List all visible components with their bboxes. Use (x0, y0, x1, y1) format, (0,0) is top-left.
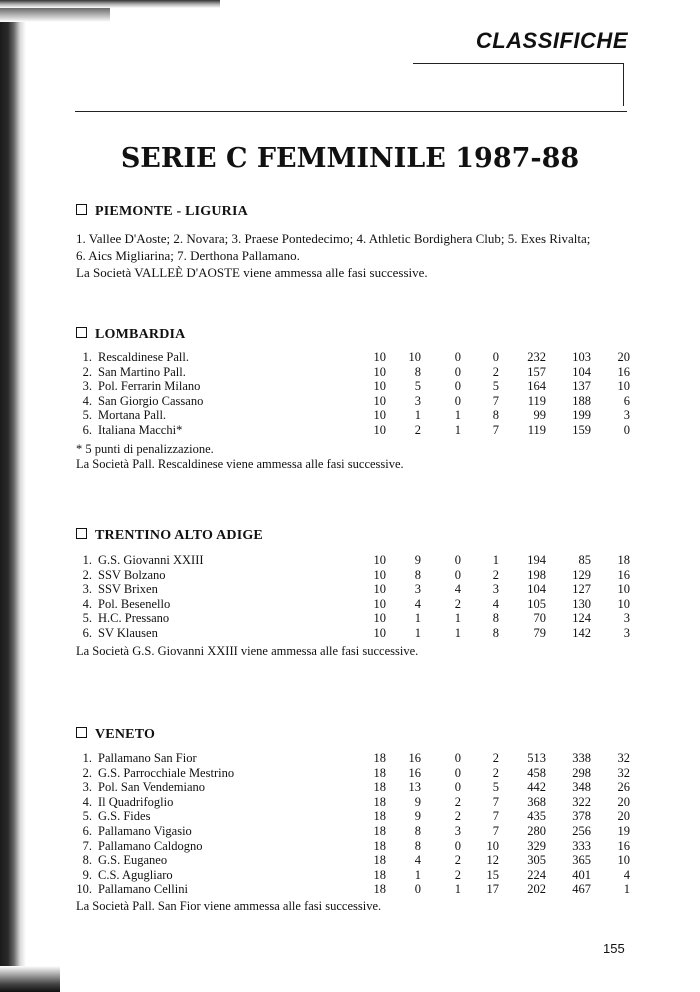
cell-goals-for: 513 (527, 751, 546, 765)
cell-goals-against: 127 (572, 582, 591, 597)
region-name: PIEMONTE - LIGURIA (95, 204, 248, 219)
cell-goals-for: 329 (527, 838, 546, 853)
cell-losses: 2 (492, 751, 499, 765)
cell-losses: 7 (492, 823, 499, 838)
cell-draws: 2 (454, 867, 461, 882)
table-row (76, 597, 636, 612)
table-row (76, 394, 636, 409)
cell-draws: 1 (454, 611, 461, 626)
cell-goals-for: 164 (527, 379, 546, 394)
cell-team-name: SSV Bolzano (98, 567, 166, 582)
cell-wins: 8 (414, 567, 421, 582)
cell-points: 10 (617, 582, 630, 597)
standings-table-veneto (76, 751, 636, 897)
cell-team-name: H.C. Pressano (98, 611, 170, 626)
cell-points: 3 (623, 408, 630, 423)
admission-note: La Società Pall. Rescaldinese viene ammessa alle fasi successive. (76, 457, 404, 471)
cell-losses: 7 (492, 794, 499, 809)
cell-draws: 2 (454, 853, 461, 868)
table-row (76, 350, 636, 365)
cell-draws: 1 (454, 422, 461, 437)
text-line: 6. Aics Migliarina; 7. Derthona Pallamano. (76, 248, 300, 263)
cell-games-played: 18 (373, 780, 386, 795)
cell-team-name: Rescaldinese Pall. (98, 350, 189, 364)
cell-team-name: Pol. Ferrarin Milano (98, 379, 201, 394)
cell-losses: 4 (492, 596, 499, 611)
cell-losses: 10 (486, 838, 499, 853)
cell-points: 1 (623, 882, 630, 897)
cell-losses: 7 (492, 393, 499, 408)
cell-games-played: 10 (373, 393, 386, 408)
cell-goals-against: 142 (572, 625, 591, 640)
cell-points: 20 (617, 794, 630, 809)
table-row (76, 824, 636, 839)
binding-shadow-bottom (0, 966, 60, 992)
cell-rank: 5. (82, 611, 92, 626)
cell-team-name: SSV Brixen (98, 582, 158, 597)
cell-goals-against: 378 (572, 809, 591, 824)
cell-goals-for: 79 (533, 625, 546, 640)
cell-goals-against: 137 (572, 379, 591, 394)
cell-losses: 2 (492, 567, 499, 582)
cell-losses: 8 (492, 611, 499, 626)
cell-goals-for: 280 (527, 823, 546, 838)
cell-team-name: Il Quadrifoglio (98, 794, 174, 809)
cell-wins: 3 (414, 393, 421, 408)
cell-wins: 1 (414, 625, 421, 640)
cell-rank: 6. (82, 823, 92, 838)
cell-losses: 5 (492, 780, 499, 795)
cell-points: 32 (617, 765, 630, 780)
cell-goals-against: 124 (572, 611, 591, 626)
cell-draws: 2 (454, 794, 461, 809)
region-notes-trentino-alto-adige (76, 644, 636, 659)
cell-goals-against: 348 (572, 780, 591, 795)
cell-points: 0 (623, 422, 630, 437)
cell-points: 26 (617, 780, 630, 795)
cell-points: 16 (617, 364, 630, 379)
cell-wins: 1 (414, 408, 421, 423)
cell-rank: 9. (82, 867, 92, 882)
cell-goals-for: 198 (527, 567, 546, 582)
cell-team-name: Mortana Pall. (98, 408, 167, 423)
cell-points: 10 (617, 596, 630, 611)
cell-goals-against: 103 (572, 350, 591, 364)
cell-losses: 2 (492, 364, 499, 379)
cell-draws: 2 (454, 809, 461, 824)
cell-team-name: SV Klausen (98, 625, 158, 640)
cell-wins: 5 (414, 379, 421, 394)
cell-wins: 2 (414, 422, 421, 437)
table-row (76, 408, 636, 423)
cell-points: 19 (617, 823, 630, 838)
cell-goals-for: 194 (527, 553, 546, 567)
admission-note: La Società Pall. San Fior viene ammessa alle fasi successive. (76, 899, 382, 913)
table-row (76, 751, 636, 766)
standings-table-trentino-alto-adige (76, 553, 636, 641)
cell-losses: 2 (492, 765, 499, 780)
cell-points: 20 (617, 809, 630, 824)
cell-wins: 8 (414, 823, 421, 838)
cell-goals-for: 368 (527, 794, 546, 809)
cell-team-name: Italiana Macchi* (98, 422, 183, 437)
cell-goals-against: 130 (572, 596, 591, 611)
checkbox-square-icon (76, 204, 87, 215)
table-row (76, 809, 636, 824)
cell-games-played: 18 (373, 867, 386, 882)
cell-rank: 1. (82, 751, 92, 765)
cell-rank: 2. (82, 364, 92, 379)
region-heading-piemonte-liguria (76, 204, 248, 220)
cell-draws: 1 (454, 408, 461, 423)
cell-losses: 1 (492, 553, 499, 567)
cell-rank: 5. (82, 809, 92, 824)
cell-rank: 4. (82, 393, 92, 408)
cell-points: 6 (623, 393, 630, 408)
cell-losses: 5 (492, 379, 499, 394)
cell-games-played: 10 (373, 611, 386, 626)
cell-goals-against: 159 (572, 422, 591, 437)
cell-losses: 17 (486, 882, 499, 897)
cell-points: 18 (617, 553, 630, 567)
cell-games-played: 10 (373, 567, 386, 582)
table-row (76, 379, 636, 394)
table-row (76, 795, 636, 810)
cell-rank: 4. (82, 794, 92, 809)
table-row (76, 626, 636, 641)
cell-team-name: Pallamano Cellini (98, 882, 188, 897)
cell-rank: 8. (82, 853, 92, 868)
cell-games-played: 10 (373, 364, 386, 379)
cell-draws: 0 (454, 567, 461, 582)
cell-goals-for: 442 (527, 780, 546, 795)
cell-goals-against: 333 (572, 838, 591, 853)
cell-rank: 2. (82, 567, 92, 582)
table-row (76, 780, 636, 795)
region-text-piemonte-liguria (76, 230, 636, 281)
cell-rank: 3. (82, 379, 92, 394)
cell-goals-for: 119 (527, 422, 546, 437)
table-row (76, 882, 636, 897)
cell-goals-against: 85 (578, 553, 591, 567)
cell-draws: 0 (454, 553, 461, 567)
cell-losses: 7 (492, 809, 499, 824)
cell-draws: 0 (454, 364, 461, 379)
cell-rank: 1. (82, 350, 92, 364)
cell-goals-against: 338 (572, 751, 591, 765)
admission-note: La Società G.S. Giovanni XXIII viene ammessa alle fasi successive. (76, 644, 419, 658)
cell-team-name: G.S. Fides (98, 809, 151, 824)
cell-draws: 1 (454, 882, 461, 897)
cell-rank: 3. (82, 780, 92, 795)
cell-goals-for: 202 (527, 882, 546, 897)
cell-wins: 3 (414, 582, 421, 597)
cell-team-name: San Giorgio Cassano (98, 393, 204, 408)
cell-losses: 8 (492, 408, 499, 423)
cell-goals-against: 104 (572, 364, 591, 379)
cell-draws: 0 (454, 780, 461, 795)
cell-losses: 8 (492, 625, 499, 640)
cell-draws: 0 (454, 751, 461, 765)
cell-games-played: 18 (373, 809, 386, 824)
cell-goals-for: 104 (527, 582, 546, 597)
cell-points: 4 (623, 867, 630, 882)
cell-wins: 10 (408, 350, 421, 364)
region-notes-lombardia (76, 442, 636, 472)
cell-games-played: 10 (373, 379, 386, 394)
cell-wins: 4 (414, 596, 421, 611)
binding-shadow-top-edge (0, 0, 220, 8)
cell-wins: 8 (414, 364, 421, 379)
table-row (76, 423, 636, 438)
cell-losses: 7 (492, 422, 499, 437)
table-row (76, 839, 636, 854)
table-row (76, 568, 636, 583)
cell-points: 16 (617, 567, 630, 582)
cell-wins: 1 (414, 611, 421, 626)
page-number: 155 (603, 941, 625, 956)
cell-games-played: 10 (373, 625, 386, 640)
cell-goals-for: 70 (533, 611, 546, 626)
cell-wins: 16 (408, 751, 421, 765)
cell-goals-for: 232 (527, 350, 546, 364)
cell-draws: 0 (454, 393, 461, 408)
checkbox-square-icon (76, 727, 87, 738)
cell-losses: 15 (486, 867, 499, 882)
cell-points: 10 (617, 853, 630, 868)
cell-points: 32 (617, 751, 630, 765)
cell-losses: 3 (492, 582, 499, 597)
cell-draws: 1 (454, 625, 461, 640)
cell-draws: 0 (454, 379, 461, 394)
cell-draws: 4 (454, 582, 461, 597)
header-rule (75, 111, 627, 112)
cell-wins: 9 (414, 794, 421, 809)
cell-team-name: G.S. Parrocchiale Mestrino (98, 765, 235, 780)
cell-goals-for: 105 (527, 596, 546, 611)
cell-team-name: Pallamano San Fior (98, 751, 197, 765)
cell-team-name: C.S. Agugliaro (98, 867, 173, 882)
cell-team-name: San Martino Pall. (98, 364, 186, 379)
cell-draws: 0 (454, 838, 461, 853)
region-name: LOMBARDIA (95, 327, 186, 342)
cell-wins: 8 (414, 838, 421, 853)
cell-rank: 5. (82, 408, 92, 423)
cell-rank: 4. (82, 596, 92, 611)
cell-draws: 3 (454, 823, 461, 838)
cell-rank: 6. (82, 422, 92, 437)
cell-games-played: 10 (373, 350, 386, 364)
checkbox-square-icon (76, 528, 87, 539)
cell-goals-for: 119 (527, 393, 546, 408)
cell-goals-for: 458 (527, 765, 546, 780)
text-line: 1. Vallee D'Aoste; 2. Novara; 3. Praese Pontedecimo; 4. Athletic Bordighera Club; 5. Exes Rivalta; (76, 231, 591, 246)
checkbox-square-icon (76, 327, 87, 338)
region-notes-veneto (76, 899, 636, 914)
cell-losses: 12 (486, 853, 499, 868)
cell-games-played: 18 (373, 794, 386, 809)
cell-games-played: 18 (373, 765, 386, 780)
cell-rank: 3. (82, 582, 92, 597)
cell-rank: 1. (82, 553, 92, 567)
cell-games-played: 10 (373, 422, 386, 437)
cell-wins: 4 (414, 853, 421, 868)
cell-games-played: 18 (373, 751, 386, 765)
text-line: La Società VALLEÈ D'AOSTE viene ammessa alle fasi successive. (76, 265, 428, 280)
cell-rank: 7. (82, 838, 92, 853)
cell-goals-for: 435 (527, 809, 546, 824)
cell-team-name: Pallamano Vigasio (98, 823, 192, 838)
cell-wins: 9 (414, 553, 421, 567)
region-heading-veneto (76, 727, 155, 743)
cell-points: 3 (623, 611, 630, 626)
cell-draws: 2 (454, 596, 461, 611)
cell-goals-against: 467 (572, 882, 591, 897)
cell-games-played: 18 (373, 823, 386, 838)
cell-rank: 6. (82, 625, 92, 640)
cell-points: 10 (617, 379, 630, 394)
cell-team-name: Pol. San Vendemiano (98, 780, 206, 795)
cell-wins: 16 (408, 765, 421, 780)
cell-team-name: Pallamano Caldogno (98, 838, 203, 853)
page-title: SERIE C FEMMINILE 1987-88 (120, 143, 580, 174)
cell-goals-against: 188 (572, 393, 591, 408)
cell-games-played: 18 (373, 838, 386, 853)
table-row (76, 365, 636, 380)
cell-games-played: 18 (373, 882, 386, 897)
cell-team-name: G.S. Euganeo (98, 853, 168, 868)
cell-losses: 0 (492, 350, 499, 364)
cell-goals-against: 365 (572, 853, 591, 868)
cell-draws: 0 (454, 765, 461, 780)
cell-goals-against: 298 (572, 765, 591, 780)
cell-games-played: 10 (373, 553, 386, 567)
cell-wins: 1 (414, 867, 421, 882)
cell-wins: 9 (414, 809, 421, 824)
table-row (76, 553, 636, 568)
region-name: VENETO (95, 727, 156, 742)
cell-games-played: 10 (373, 596, 386, 611)
footnote: * 5 punti di penalizzazione. (76, 442, 214, 456)
cell-goals-for: 224 (527, 867, 546, 882)
table-row (76, 611, 636, 626)
table-row (76, 766, 636, 781)
cell-rank: 2. (82, 765, 92, 780)
cell-draws: 0 (454, 350, 461, 364)
cell-wins: 13 (408, 780, 421, 795)
cell-wins: 0 (414, 882, 421, 897)
region-name: TRENTINO ALTO ADIGE (95, 528, 263, 543)
cell-points: 3 (623, 625, 630, 640)
standings-table-lombardia (76, 350, 636, 438)
cell-games-played: 10 (373, 582, 386, 597)
cell-goals-against: 199 (572, 408, 591, 423)
cell-goals-for: 305 (527, 853, 546, 868)
cell-goals-against: 401 (572, 867, 591, 882)
cell-points: 16 (617, 838, 630, 853)
cell-games-played: 10 (373, 408, 386, 423)
region-heading-trentino-alto-adige (76, 528, 263, 544)
cell-team-name: G.S. Giovanni XXIII (98, 553, 204, 567)
cell-goals-against: 129 (572, 567, 591, 582)
cell-games-played: 18 (373, 853, 386, 868)
cell-goals-for: 157 (527, 364, 546, 379)
table-row (76, 853, 636, 868)
cell-goals-for: 99 (533, 408, 546, 423)
region-heading-lombardia (76, 327, 185, 343)
cell-goals-against: 256 (572, 823, 591, 838)
cell-team-name: Pol. Besenello (98, 596, 171, 611)
section-header: CLASSIFICHE (475, 28, 628, 53)
table-row (76, 868, 636, 883)
table-row (76, 582, 636, 597)
header-rule-box (413, 63, 624, 106)
cell-points: 20 (617, 350, 630, 364)
cell-rank: 10. (76, 882, 92, 897)
cell-goals-against: 322 (572, 794, 591, 809)
